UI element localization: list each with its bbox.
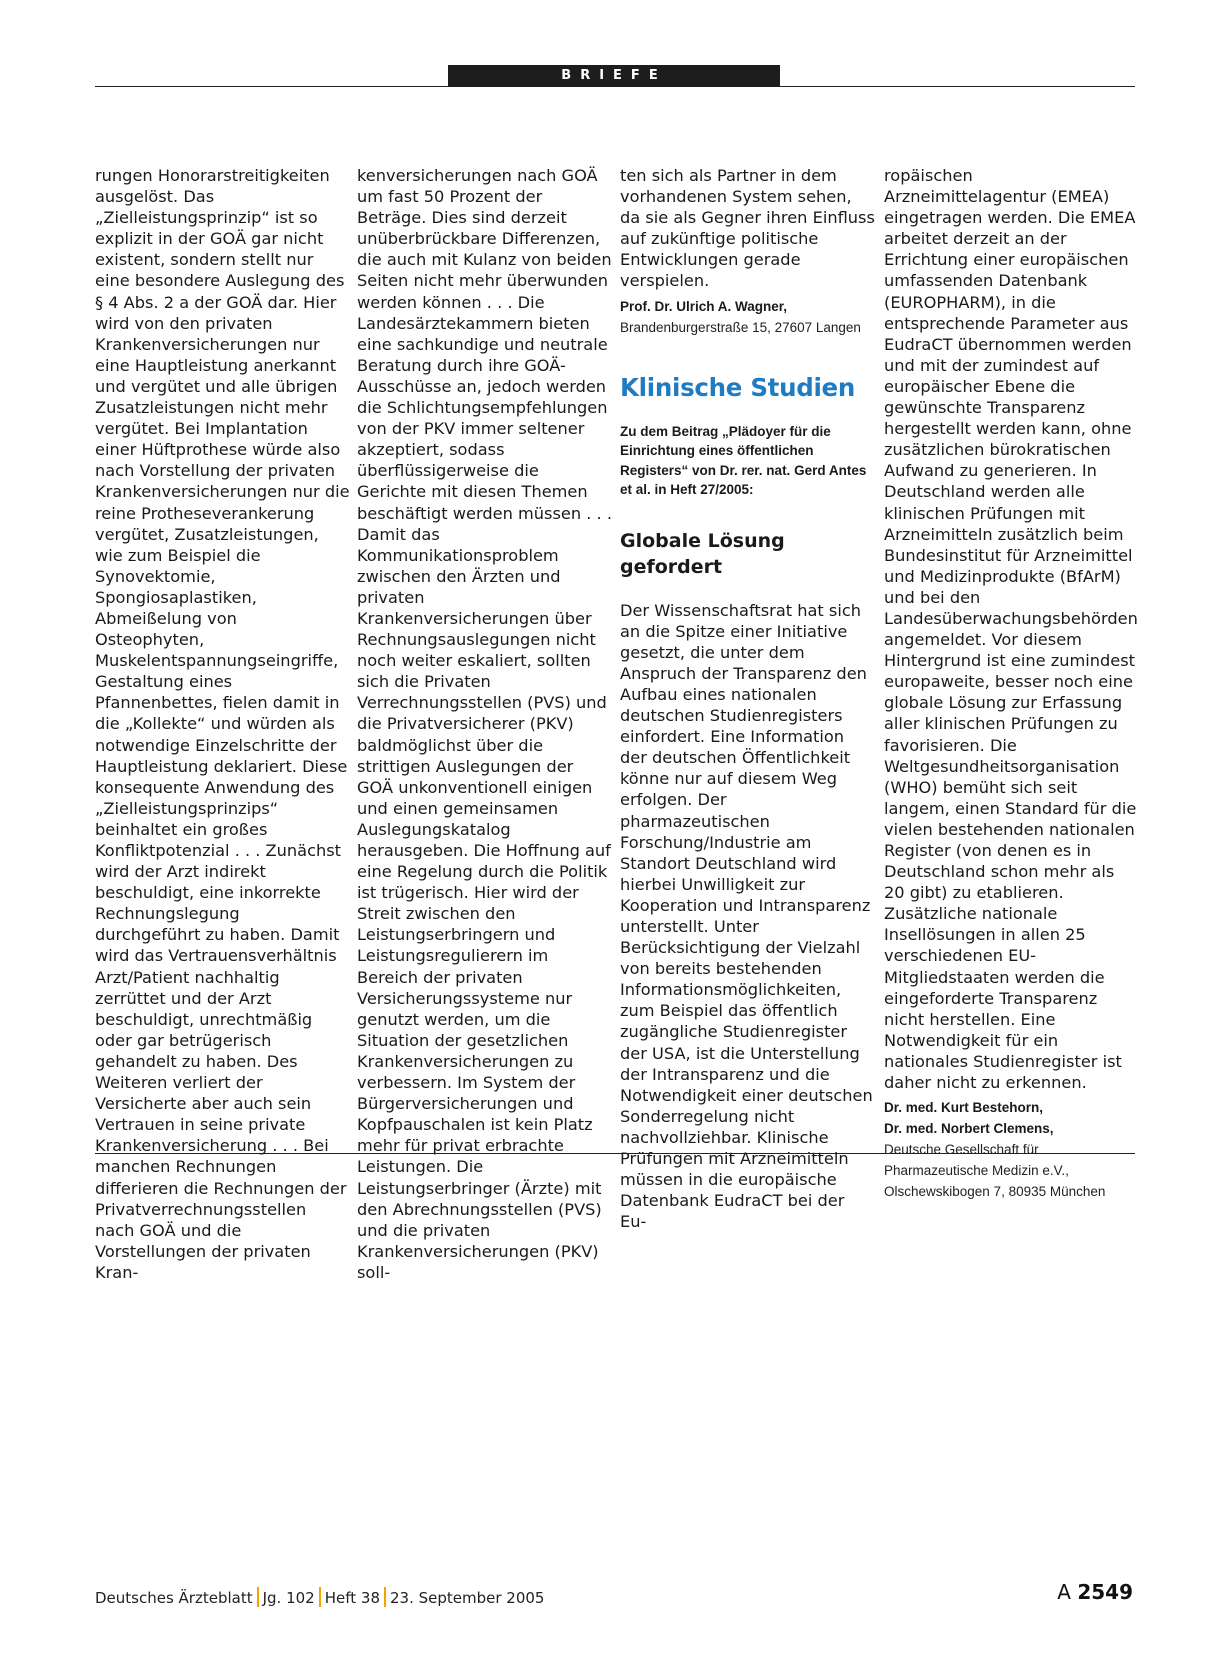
column-3-text: ten sich als Partner in dem vorhandenen System sehen, da sie als Gegner ihren Einfluss auf zukünftige politische Entwicklungen gerade verspielen. [620, 166, 875, 291]
footer-separator [319, 1587, 321, 1607]
issue-date: 23. September 2005 [390, 1589, 545, 1607]
column-4 [884, 165, 1139, 1202]
page-prefix: A [1057, 1580, 1071, 1604]
column-1 [95, 165, 350, 1283]
journal-name: Deutsches Ärzteblatt [95, 1589, 253, 1607]
column-4-text: ropäischen Arzneimittelagentur (EMEA) eingetragen werden. Die EMEA arbeitet derzeit an der Errichtung einer europäischen umfassenden Datenbank (EUROPHARM), in die entsprechende Parameter aus EudraCT übernommen werden und mit der zumindest auf europäischer Ebene die gewünschte Transparenz hergestellt werden kann, ohne zusätzlichen bürokratischen Aufwand zu generieren. In Deutschland werden alle klinischen Prüfungen mit Arzneimitteln zusätzlich beim Bundesinstitut für Arzneimittel und Medizinprodukte (BfArM) und bei den Landesüberwachungsbehörden angemeldet. Vor diesem Hintergrund ist eine zumindest europaweite, besser noch eine globale Lösung zur Erfassung aller klinischen Prüfungen zu favorisieren. Die Weltgesundheitsorganisation (WHO) bemüht sich seit langem, einen Standard für die vielen bestehenden nationalen Register (von denen es in Deutschland schon mehr als 20 gibt) zu etablieren. Zusätzliche nationale Insellösungen in allen 25 verschiedenen EU-Mitgliedstaaten werden die eingeforderte Transparenz nicht herstellen. Eine Notwendigkeit für ein nationales Studienregister ist daher nicht zu erkennen. [884, 166, 1138, 1093]
page-number [1057, 1580, 1133, 1604]
signature-name: Prof. Dr. Ulrich A. Wagner, [620, 298, 788, 314]
letter-headline: Globale Lösung gefordert [620, 529, 785, 578]
letter-body: Der Wissenschaftsrat hat sich an die Spitze einer Initiative gesetzt, die unter dem Anspruch der Transparenz den Aufbau eines nationalen deutschen Studienregisters einfordert. Eine Information der deutschen Öffentlichkeit könne nur auf diesem Weg erfolgen. Der pharmazeutischen Forschung/Industrie am Standort Deutschland wird hierbei Unwilligkeit zur Kooperation und Intransparenz unterstellt. Unter Berücksichtigung der Vielzahl von bereits bestehenden Informationsmöglichkeiten, zum Beispiel das öffentlich zugängliche Studienregister der USA, ist die Unterstellung der Intransparenz und die Notwendigkeit einer deutschen Sonderregelung nicht nachvollziehbar. Klinische Prüfungen mit Arzneimitteln müssen in die europäische Datenbank EudraCT bei der Eu- [620, 600, 873, 1232]
footer-separator [384, 1587, 386, 1607]
letter-signature-2 [884, 1097, 1139, 1202]
signature-name-2: Dr. med. Norbert Clemens, [884, 1121, 1054, 1137]
column-2 [357, 165, 612, 1283]
page-number-value: 2549 [1077, 1580, 1133, 1604]
section-label: BRIEFE [448, 65, 780, 87]
signature-address: Olschewskibogen 7, 80935 München [884, 1184, 1106, 1200]
signature-name-1: Dr. med. Kurt Bestehorn, [884, 1100, 1044, 1116]
volume: Jg. 102 [262, 1589, 315, 1607]
article-reference: Zu dem Beitrag „Plädoyer für die Einrichtung eines öffentlichen Registers“ von Dr. rer. nat. Gerd Antes et al. in Heft 27/2005: [620, 423, 867, 498]
column-3 [620, 165, 875, 1232]
issue: Heft 38 [324, 1589, 380, 1607]
section-heading: Klinische Studien [620, 372, 856, 402]
signature-organization: Deutsche Gesellschaft für Pharmazeutische Medizin e.V., [884, 1142, 1069, 1179]
letter-signature-1 [620, 296, 875, 338]
bottom-rule [95, 1153, 1135, 1154]
column-1-text: rungen Honorarstreitigkeiten ausgelöst. Das „Zielleistungsprinzip“ ist so explizit in der GOÄ gar nicht existent, sondern stellt nur eine besondere Auslegung des § 4 Abs. 2 a der GOÄ dar. Hier wird von den privaten Krankenversicherungen nur eine Hauptleistung anerkannt und vergütet und alle übrigen Zusatzleistungen nicht mehr vergütet. Bei Implantation einer Hüftprothese würde also nach Vorstellung der privaten Krankenversicherungen nur die reine Protheseverankerung vergütet, Zusatzleistungen, wie zum Beispiel die Synovektomie, Spongiosaplastiken, Abmeißelung von Osteophyten, Muskelentspannungseingriffe, Gestaltung eines Pfannenbettes, fielen damit in die „Kollekte“ und würden als notwendige Einzelschritte der Hauptleistung deklariert. Diese konsequente Anwendung des „Zielleistungsprinzips“ beinhaltet ein großes Konfliktpotenzial . . . Zunächst wird der Arzt indirekt beschuldigt, eine inkorrekte Rechnungslegung durchgeführt zu haben. Damit wird das Vertrauensverhältnis Arzt/Patient nachhaltig zerrüttet und der Arzt beschuldigt, unrechtmäßig oder gar betrügerisch gehandelt zu haben. Des Weiteren verliert der Versicherte aber auch sein Vertrauen in seine private Krankenversicherung . . . Bei manchen Rechnungen differieren die Rechnungen der Privatverrechnungsstellen nach GOÄ und die Vorstellungen der privaten Kran- [95, 166, 350, 1282]
footer [95, 1587, 544, 1607]
signature-address: Brandenburgerstraße 15, 27607 Langen [620, 319, 861, 335]
footer-separator [257, 1587, 259, 1607]
column-2-text: kenversicherungen nach GOÄ um fast 50 Prozent der Beträge. Dies sind derzeit unüberbrückbare Differenzen, die auch mit Kulanz von beiden Seiten nicht mehr überwunden werden können . . . Die Landesärztekammern bieten eine sachkundige und neutrale Beratung durch ihre GOÄ-Ausschüsse an, jedoch werden die Schlichtungsempfehlungen von der PKV immer seltener akzeptiert, sodass überflüssigerweise die Gerichte mit diesen Themen beschäftigt werden müssen . . . Damit das Kommunikationsproblem zwischen den Ärzten und privaten Krankenversicherungen über Rechnungsauslegungen nicht noch weiter eskaliert, sollten sich die Privaten Verrechnungsstellen (PVS) und die Privatversicherer (PKV) baldmöglichst über die strittigen Auslegungen der GOÄ unkonventionell einigen und einen gemeinsamen Auslegungskatalog herausgeben. Die Hoffnung auf eine Regelung durch die Politik ist trügerisch. Hier wird der Streit zwischen den Leistungserbringern und Leistungsregulierern im Bereich der privaten Versicherungssysteme nur genutzt werden, um die Situation der gesetzlichen Krankenversicherungen zu verbessern. Im System der Bürgerversicherungen und Kopfpauschalen ist kein Platz mehr für privat erbrachte Leistungen. Die Leistungserbringer (Ärzte) mit den Abrechnungsstellen (PVS) und die privaten Krankenversicherungen (PKV) soll- [357, 166, 612, 1282]
